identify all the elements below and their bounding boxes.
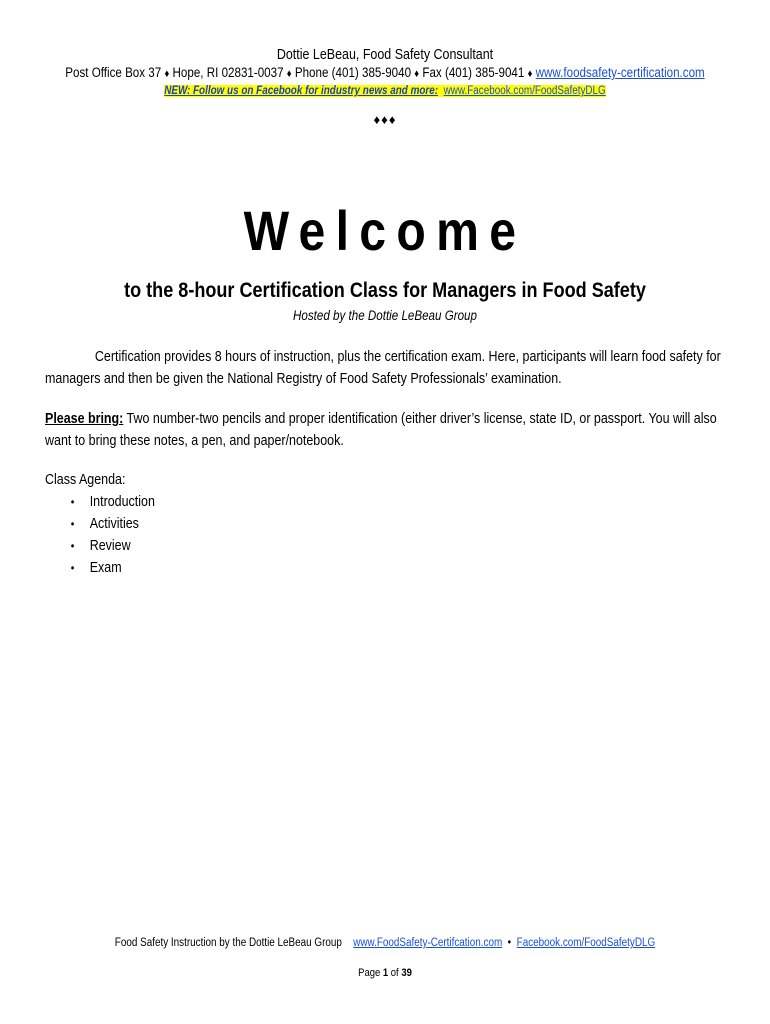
list-item: • Review [71, 535, 735, 557]
consultant-name: Dottie LeBeau, Food Safety Consultant [276, 47, 494, 63]
please-bring-label: Please bring: [45, 411, 124, 427]
website-link[interactable]: www.foodsafety-certification.com [535, 65, 705, 80]
diamond-icon: ♦ [286, 68, 292, 80]
footer-facebook-link[interactable]: Facebook.com/FoodSafetyDLG [516, 937, 656, 949]
diamond-icon: ♦ [414, 68, 420, 80]
welcome-title: Welcome [243, 199, 527, 262]
list-item: • Exam [71, 557, 735, 579]
please-bring-paragraph [45, 408, 735, 452]
bullet-icon: • [70, 495, 75, 509]
current-page: 1 [382, 967, 389, 979]
list-item: • Introduction [71, 491, 735, 513]
contact-line [54, 64, 716, 83]
page-number: Page 1 of 39 [358, 967, 412, 979]
facebook-notice-line [54, 84, 716, 99]
bullet-icon: • [70, 539, 75, 553]
page-footer [0, 936, 770, 951]
intro-paragraph: Certification provides 8 hours of instruction, plus the certification exam. Here, participants will learn food safety for managers and then be given the National Registry of Food Safety Professionals’ examination. [45, 349, 721, 387]
diamond-icon: ♦ [527, 68, 533, 80]
please-bring-text: Two number-two pencils and proper identification (either driver’s license, state ID, or passport. You will also want to bring these notes, a pen, and paper/notebook. [45, 411, 717, 449]
footer-website-link[interactable]: www.FoodSafety-Certifcation.com [353, 937, 503, 949]
footer-text: Food Safety Instruction by the Dottie LeBeau Group [114, 937, 342, 949]
list-item: • Activities [71, 513, 735, 535]
po-box: Post Office Box 37 [65, 65, 162, 80]
facebook-link[interactable]: www.Facebook.com/FoodSafetyDLG [443, 85, 606, 97]
section-divider: ♦♦♦ [373, 112, 397, 127]
agenda-heading: Class Agenda: [45, 472, 126, 488]
letterhead [0, 46, 770, 99]
footer-separator: • [507, 937, 512, 949]
agenda-list [45, 491, 735, 579]
class-agenda [45, 469, 735, 579]
city-address: Hope, RI 02831-0037 [172, 65, 284, 80]
fax-number: Fax (401) 385-9041 [422, 65, 525, 80]
facebook-notice: NEW: Follow us on Facebook for industry news and more: [164, 85, 439, 97]
diamond-icon: ♦ [164, 68, 170, 80]
class-subtitle: to the 8-hour Certification Class for Managers in Food Safety [124, 279, 646, 302]
hosted-by: Hosted by the Dottie LeBeau Group [293, 308, 477, 323]
total-pages: 39 [401, 967, 412, 979]
phone-number: Phone (401) 385-9040 [294, 65, 412, 80]
bullet-icon: • [70, 561, 75, 575]
bullet-icon: • [70, 517, 75, 531]
